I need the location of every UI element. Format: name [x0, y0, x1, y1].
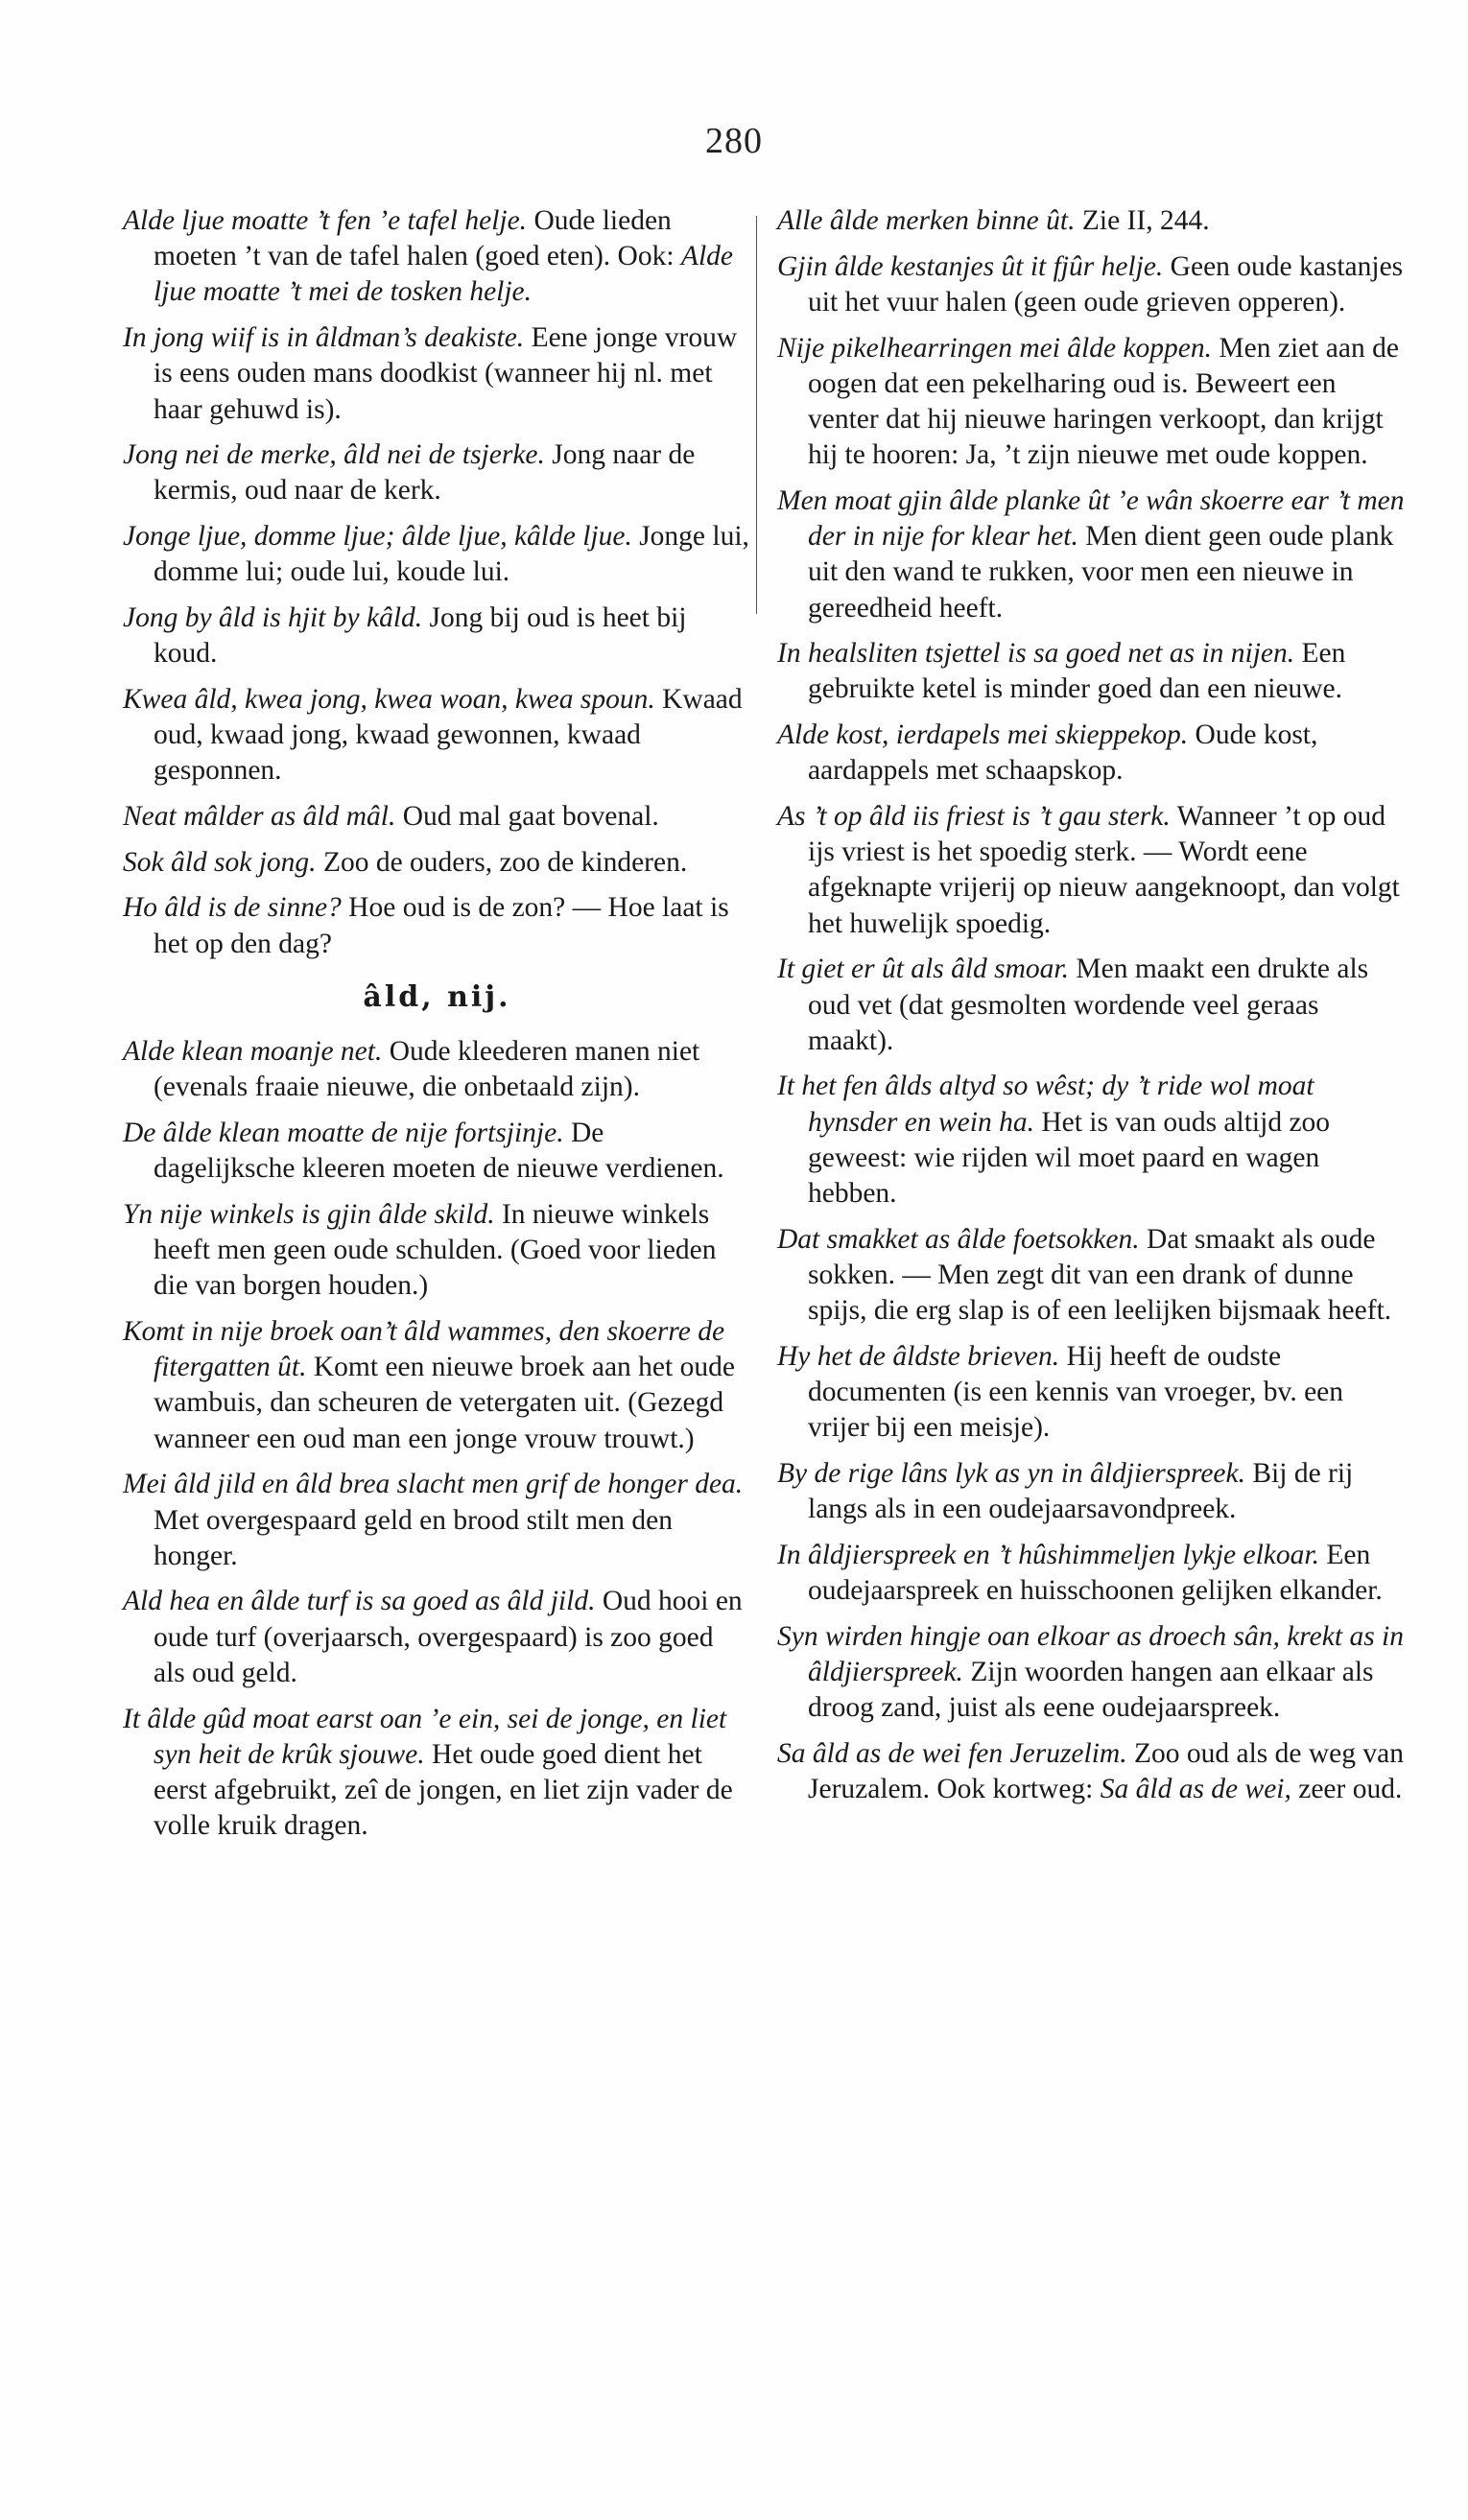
proverb-dutch: Wanneer ’t op oud ijs vriest is het spoedig sterk. — Wordt eene afgeknapte vrijerij op nieuw aangeknoopt, dan volgt het huwelijk spoedig. — [808, 801, 1400, 939]
proverb-frisian: In jong wiif is in âldman’s deakiste. — [123, 322, 525, 354]
proverb-frisian: Mei âld jild en âld brea slacht men grif de honger dea. — [123, 1469, 744, 1500]
proverb-frisian: It giet er ût als âld smoar. — [777, 954, 1070, 985]
proverb-frisian: Gjin âlde kestanjes ût it fjûr helje. — [777, 250, 1164, 282]
proverb-entry — [777, 952, 1410, 1059]
proverb-frisian: Yn nije winkels is gjin âlde skild. — [123, 1198, 495, 1230]
proverb-entry — [777, 636, 1410, 707]
proverb-entry — [123, 1467, 751, 1574]
proverb-frisian: Ald hea en âlde turf is sa goed as âld jild. — [123, 1586, 596, 1617]
proverb-entry — [777, 1222, 1410, 1330]
proverb-dutch: Komt een nieuwe broek aan het oude wambuis, dan scheuren de vetergaten uit. (Gezegd wanneer een oud man een jonge vrouw trouwt.) — [154, 1352, 735, 1454]
proverb-entry — [777, 1069, 1410, 1212]
proverb-dutch: Een gebruikte ketel is minder goed dan een nieuwe. — [808, 638, 1346, 705]
proverb-frisian: In healsliten tsjettel is sa goed net as in nijen. — [777, 638, 1295, 670]
proverb-dutch: Hij heeft de oudste documenten (is een kennis van vroeger, bv. een vrijer bij een meisje). — [808, 1340, 1344, 1444]
proverb-entry — [777, 1456, 1410, 1527]
proverb-frisian: Syn wirden hingje oan elkoar as droech sân, krekt as in âldjierspreek. — [777, 1620, 1404, 1688]
right-column — [777, 203, 1410, 1818]
proverb-dutch: Het is van ouds altijd zoo geweest: wie rijden wil moet paard en wagen hebben. — [808, 1106, 1331, 1210]
proverb-entry — [777, 1339, 1410, 1447]
proverb-frisian: Alle âlde merken binne ût. — [777, 205, 1076, 236]
proverb-frisian: Jonge ljue, domme ljue; âlde ljue, kâlde ljue. — [123, 521, 632, 553]
proverb-entry — [123, 437, 751, 508]
proverb-entry — [123, 682, 751, 789]
section-heading: âld, nij. — [363, 979, 511, 1014]
proverb-frisian: As ’t op âld iis friest is ’t gau sterk. — [777, 801, 1171, 833]
proverb-entry — [123, 1197, 751, 1305]
proverb-frisian: Sa âld as de wei fen Jeruzelim. — [777, 1737, 1127, 1769]
proverb-frisian: Dat smakket as âlde foetsokken. — [777, 1223, 1140, 1255]
page-number: 280 — [705, 121, 763, 161]
proverb-entry — [123, 1116, 751, 1187]
left-entries-after — [123, 1034, 751, 1844]
proverb-dutch: De dagelijksche kleeren moeten de nieuwe verdienen. — [154, 1117, 724, 1185]
proverb-frisian: Alde kost, ierdapels mei skieppekop. — [777, 719, 1189, 751]
proverb-dutch: Zoo de ouders, zoo de kinderen. — [316, 846, 688, 878]
left-entries — [123, 203, 751, 962]
proverb-frisian: Kwea âld, kwea jong, kwea woan, kwea spoun. — [123, 683, 655, 715]
column-divider — [756, 216, 757, 614]
proverb-entry — [123, 1584, 751, 1691]
proverb-frisian: It âlde gûd moat earst oan ’e ein, sei de jonge, en liet syn heit de krûk sjouwe. — [123, 1703, 727, 1770]
proverb-entry — [123, 601, 751, 671]
right-entries — [777, 203, 1410, 1807]
proverb-dutch: Men maakt een drukte als oud vet (dat gesmolten wordende veel geraas maakt). — [808, 954, 1369, 1056]
proverb-dutch: Eene jonge vrouw is eens ouden mans doodkist (wanneer hij nl. met haar gehuwd is). — [154, 322, 738, 425]
proverb-frisian: Alde klean moanje net. — [123, 1036, 383, 1068]
proverb-dutch: Dat smaakt als oude sokken. — Men zegt dit van een drank of dunne spijs, die erg slap is of een leelijken bijsmaak heeft. — [808, 1223, 1392, 1327]
proverb-dutch: Jonge lui, domme lui; oude lui, koude lui. — [154, 521, 749, 588]
proverb-frisian: Jong nei de merke, âld nei de tsjerke. — [123, 439, 545, 471]
proverb-dutch: Kwaad oud, kwaad jong, kwaad gewonnen, kwaad gesponnen. — [154, 683, 743, 787]
proverb-entry — [123, 519, 751, 590]
proverb-entry — [123, 799, 751, 835]
proverb-dutch: Oude kleederen manen niet (evenals fraaie nieuwe, die onbetaald zijn). — [154, 1036, 700, 1103]
proverb-entry — [777, 203, 1410, 239]
proverb-dutch: Jong naar de kermis, oud naar de kerk. — [154, 439, 696, 506]
proverb-entry — [777, 483, 1410, 626]
proverb-entry — [123, 203, 751, 311]
proverb-dutch: Zie II, 244. — [1075, 205, 1210, 236]
proverb-entry — [123, 890, 751, 961]
proverb-entry — [123, 320, 751, 428]
proverb-dutch: In nieuwe winkels heeft men geen oude schulden. (Goed voor lieden die van borgen houden.) — [154, 1198, 717, 1302]
proverb-frisian: It het fen âlds altyd so wêst; dy ’t ride wol moat hynsder en wein ha. — [777, 1071, 1314, 1138]
proverb-dutch: Zoo oud als de weg van Jeruzalem. Ook kortweg: — [808, 1737, 1404, 1805]
proverb-dutch: Geen oude kastanjes uit het vuur halen (geen oude grieven opperen). — [808, 250, 1404, 318]
proverb-frisian-extra: Alde ljue moatte ’t mei de tosken helje. — [154, 241, 733, 308]
proverb-dutch: Oude kost, aardappels met schaapskop. — [808, 719, 1318, 787]
proverb-dutch: Bij de rij langs als in een oudejaarsavondpreek. — [808, 1458, 1354, 1525]
proverb-entry — [777, 799, 1410, 942]
proverb-frisian: Jong by âld is hjit by kâld. — [123, 602, 423, 634]
proverb-entry — [123, 1314, 751, 1457]
proverb-frisian: By de rige lâns lyk as yn in âldjierspreek. — [777, 1458, 1245, 1489]
proverb-entry — [777, 1538, 1410, 1609]
proverb-entry — [777, 249, 1410, 320]
proverb-entry — [123, 1034, 751, 1105]
left-column — [123, 203, 751, 1854]
proverb-entry — [123, 845, 751, 881]
proverb-dutch: Men dient geen oude plank uit den wand te rukken, voor men een nieuwe in gereedheid heeft. — [808, 521, 1394, 624]
proverb-dutch: Jong bij oud is heet bij koud. — [154, 602, 687, 670]
proverb-frisian: Nije pikelhearringen mei âlde koppen. — [777, 332, 1213, 364]
proverb-frisian: Alde ljue moatte ’t fen ’e tafel helje. — [123, 205, 528, 236]
proverb-dutch: Hoe oud is de zon? — Hoe laat is het op den dag? — [154, 892, 729, 959]
proverb-entry — [777, 1736, 1410, 1807]
proverb-entry — [123, 1702, 751, 1845]
proverb-entry — [777, 718, 1410, 789]
proverb-frisian: Komt in nije broek oan’t âld wammes, den skoerre de fitergatten ût. — [123, 1315, 725, 1383]
proverb-frisian: Ho âld is de sinne? — [123, 892, 342, 924]
proverb-dutch: Een oudejaarspreek en huisschoonen gelijken elkander. — [808, 1539, 1383, 1607]
proverb-dutch: Het oude goed dient het eerst afgebruikt, zeî de jongen, en liet zijn vader de volle kruik dragen. — [154, 1738, 733, 1842]
proverb-dutch: Zijn woorden hangen aan elkaar als droog zand, juist als eene oudejaarspreek. — [808, 1657, 1374, 1724]
proverb-frisian: Neat mâlder as âld mâl. — [123, 801, 396, 833]
proverb-frisian: Sok âld sok jong. — [123, 846, 317, 878]
proverb-entry — [777, 1619, 1410, 1727]
proverb-frisian: Men moat gjin âlde planke ût ’e wân skoerre ear ’t men der in nije for klear het. — [777, 484, 1405, 553]
proverb-dutch: Oud hooi en oude turf (overjaarsch, overgespaard) is zoo goed als oud geld. — [154, 1586, 743, 1688]
proverb-dutch: Men ziet aan de oogen dat een pekelharing oud is. Beweert een venter dat hij nieuwe haringen verkoopt, dan krijgt hij te hooren: Ja, ’t zijn nieuwe met oude koppen. — [808, 332, 1399, 471]
proverb-entry — [777, 331, 1410, 474]
proverb-dutch-extra: zeer oud. — [1290, 1774, 1403, 1805]
proverb-frisian: Hy het de âldste brieven. — [777, 1340, 1060, 1372]
proverb-frisian: In âldjierspreek en ’t hûshimmeljen lykje elkoar. — [777, 1539, 1319, 1570]
proverb-frisian: De âlde klean moatte de nije fortsjinje. — [123, 1117, 564, 1148]
proverb-dutch: Met overgespaard geld en brood stilt men den honger. — [154, 1504, 673, 1571]
proverb-dutch: Oude lieden moeten ’t van de tafel halen (goed eten). Ook: — [154, 205, 681, 272]
proverb-frisian-extra: Sa âld as de wei, — [1100, 1774, 1291, 1805]
proverb-dutch: Oud mal gaat bovenal. — [395, 801, 659, 833]
